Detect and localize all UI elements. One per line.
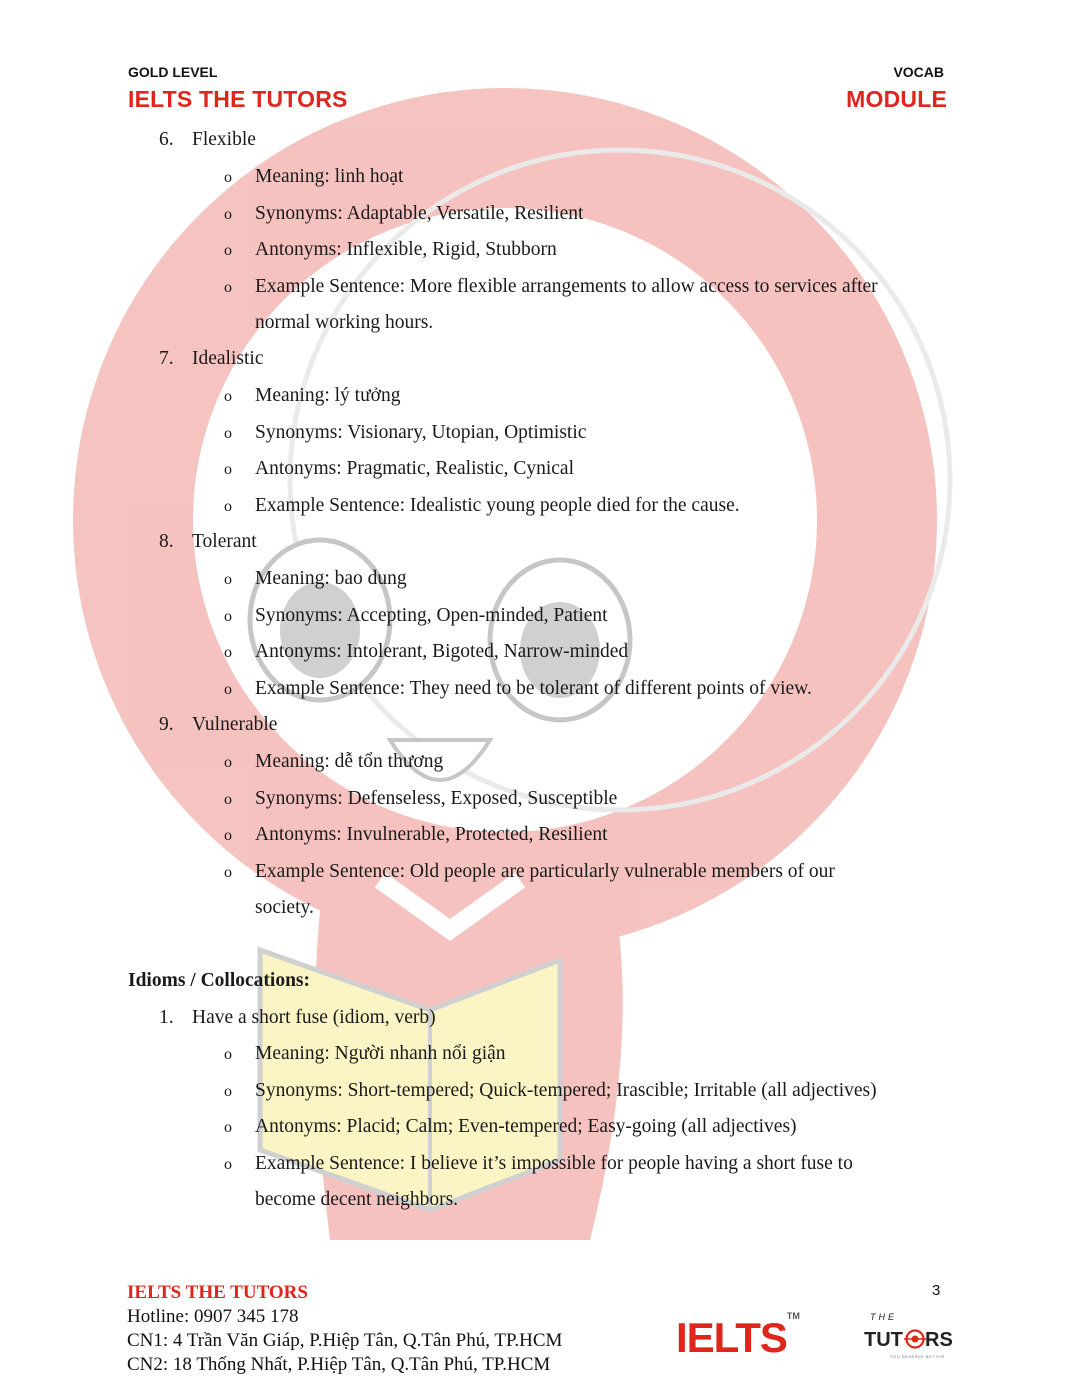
vocab-word: Idealistic: [192, 348, 264, 369]
bullet-icon: o: [224, 571, 232, 588]
the-tutors-logo: [858, 1306, 958, 1362]
page-number: 3: [932, 1282, 941, 1299]
header-level: GOLD LEVEL: [128, 64, 218, 80]
bullet-icon: o: [224, 1046, 232, 1063]
footer-address-2: CN2: 18 Thống Nhất, P.Hiệp Tân, Q.Tân Phú, TP.HCM: [127, 1354, 551, 1375]
idiom-synonyms: Synonyms: Short-tempered; Quick-tempered; Irascible; Irritable (all adjectives): [255, 1080, 877, 1101]
bullet-icon: o: [224, 608, 232, 625]
bullet-icon: o: [224, 1156, 232, 1173]
logo-rs-text: RS: [925, 1329, 953, 1351]
bullet-icon: o: [224, 242, 232, 259]
bullet-icon: o: [224, 169, 232, 186]
idiom-phrase: Have a short fuse (idiom, verb): [192, 1007, 436, 1028]
vocab-antonyms: Antonyms: Pragmatic, Realistic, Cynical: [255, 458, 574, 479]
vocab-example: Example Sentence: More flexible arrangements to allow access to services after: [255, 276, 878, 297]
bullet-icon: o: [224, 681, 232, 698]
ielts-logo-tm: TM: [786, 1311, 800, 1321]
footer-address-1: CN1: 4 Trần Văn Giáp, P.Hiệp Tân, Q.Tân Phú, TP.HCM: [127, 1330, 563, 1351]
ielts-logo-text: IELTS: [676, 1314, 787, 1361]
vocab-synonyms: Synonyms: Visionary, Utopian, Optimistic: [255, 422, 587, 443]
header-module: MODULE: [846, 86, 947, 112]
idiom-example-cont: become decent neighbors.: [255, 1189, 459, 1210]
logo-tagline: YOU DESERVE BETTER: [890, 1354, 945, 1359]
vocab-synonyms: Synonyms: Defenseless, Exposed, Susceptible: [255, 788, 618, 809]
vocab-synonyms: Synonyms: Adaptable, Versatile, Resilient: [255, 203, 584, 224]
ielts-logo: [676, 1311, 800, 1362]
vocab-meaning: Meaning: linh hoạt: [255, 166, 404, 187]
vocab-antonyms: Antonyms: Inflexible, Rigid, Stubborn: [255, 239, 557, 260]
vocab-example: Example Sentence: Old people are particularly vulnerable members of our: [255, 861, 835, 882]
bullet-icon: o: [224, 388, 232, 405]
bullet-icon: o: [224, 644, 232, 661]
idiom-antonyms: Antonyms: Placid; Calm; Even-tempered; Easy-going (all adjectives): [255, 1116, 797, 1137]
header-type: VOCAB: [893, 64, 944, 80]
vocab-synonyms: Synonyms: Accepting, Open-minded, Patient: [255, 605, 608, 626]
idiom-meaning: Meaning: Người nhanh nổi giận: [255, 1043, 506, 1064]
vocab-word: Tolerant: [192, 531, 257, 552]
bullet-icon: o: [224, 498, 232, 515]
bullet-icon: o: [224, 461, 232, 478]
bullet-icon: o: [224, 791, 232, 808]
bullet-icon: o: [224, 827, 232, 844]
bullet-icon: o: [224, 1119, 232, 1136]
vocab-meaning: Meaning: lý tưởng: [255, 385, 401, 406]
vocab-example: Example Sentence: Idealistic young people died for the cause.: [255, 495, 740, 516]
header-brand: IELTS THE TUTORS: [128, 86, 348, 112]
bullet-icon: o: [224, 425, 232, 442]
bullet-icon: o: [224, 754, 232, 771]
vocab-number: 6.: [159, 129, 174, 150]
footer-brand: IELTS THE TUTORS: [127, 1282, 308, 1303]
vocab-number: 8.: [159, 531, 174, 552]
vocab-number: 9.: [159, 714, 174, 735]
bullet-icon: o: [224, 206, 232, 223]
bullet-icon: o: [224, 279, 232, 296]
logo-the-text: THE: [870, 1312, 897, 1322]
footer-hotline: Hotline: 0907 345 178: [127, 1306, 299, 1327]
logo-tut-text: TUT: [864, 1329, 903, 1351]
section-heading: Idioms / Collocations:: [128, 970, 311, 991]
vocab-antonyms: Antonyms: Invulnerable, Protected, Resilient: [255, 824, 608, 845]
vocab-word: Vulnerable: [192, 714, 278, 735]
vocab-example-cont: normal working hours.: [255, 312, 434, 333]
vocab-example-cont: society.: [255, 897, 314, 918]
idiom-example: Example Sentence: I believe it’s impossible for people having a short fuse to: [255, 1153, 853, 1174]
vocab-number: 7.: [159, 348, 174, 369]
vocab-antonyms: Antonyms: Intolerant, Bigoted, Narrow-minded: [255, 641, 629, 662]
vocab-word: Flexible: [192, 129, 256, 150]
idiom-number: 1.: [159, 1007, 174, 1028]
bullet-icon: o: [224, 1083, 232, 1100]
bullet-icon: o: [224, 864, 232, 881]
vocab-example: Example Sentence: They need to be tolerant of different points of view.: [255, 678, 812, 699]
vocab-meaning: Meaning: dễ tổn thương: [255, 751, 444, 772]
vocab-meaning: Meaning: bao dung: [255, 568, 407, 589]
